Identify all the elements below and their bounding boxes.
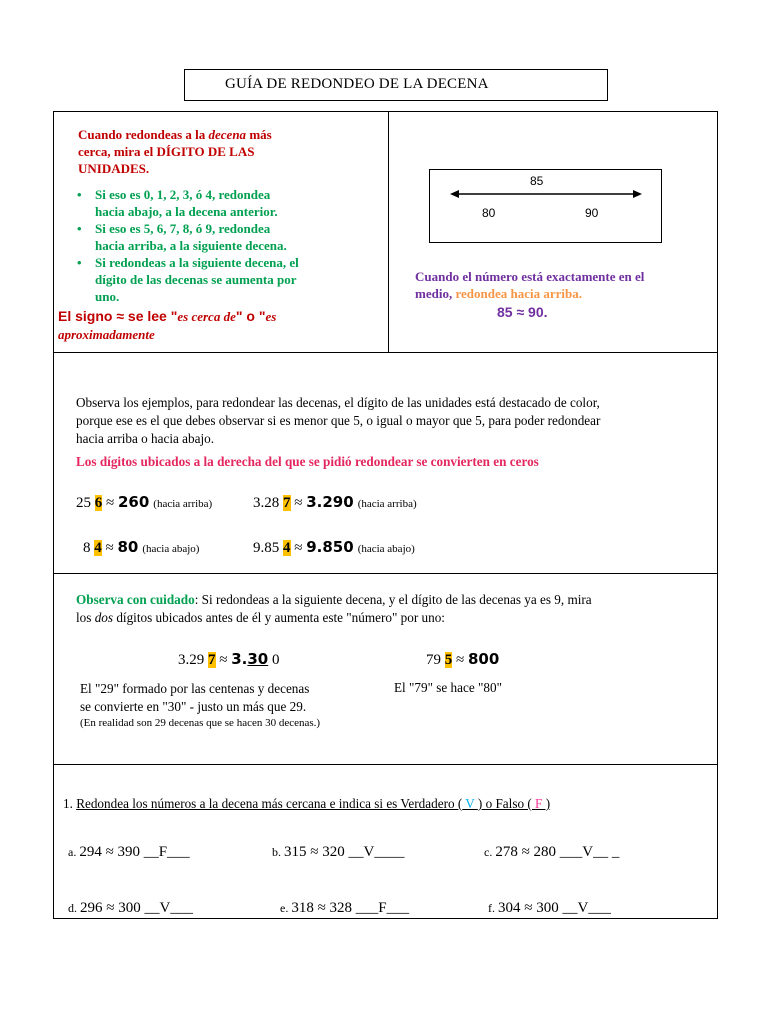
number-line-left: 80	[482, 206, 496, 220]
example-1: 25 6 ≈ 260 (hacia arriba)	[76, 493, 213, 511]
intro-rule: Cuando redondeas a la decena más cerca, mira el DÍGITO DE LAS UNIDADES.	[78, 127, 272, 176]
list-item: • Si eso es 0, 1, 2, 3, ó 4, redondea hacia abajo, a la decena anterior.	[75, 186, 375, 220]
exercise-item-d: d. 296 ≈ 300 __V___	[68, 900, 193, 916]
example-3: 8 4 ≈ 80 (hacia abajo)	[83, 538, 200, 556]
examples-explanation: Observa los ejemplos, para redondear las decenas, el dígito de las unidades está destacado de color, porque ese es el que debes observar si es menor que 5, o igual o mayor que 5, para poder redondear hacia arriba o hacia abajo.	[76, 395, 601, 446]
sign-meaning: El signo ≈ se lee "es cerca de" o "es aproximadamente	[58, 308, 277, 342]
divider-vertical	[388, 111, 389, 353]
exercise-item-f: f. 304 ≈ 300 __V___	[488, 900, 611, 916]
careful-explanation: Observa con cuidado: Si redondeas a la siguiente decena, y el dígito de las decenas ya es 9, mira los dos dígitos ubicados antes de él y aumenta este "número" por uno:	[76, 592, 592, 625]
divider-1	[53, 352, 718, 353]
number-line-mid: 85	[530, 174, 544, 188]
careful-example-2: 79 5 ≈ 800	[426, 650, 500, 668]
exercise-instruction: 1. Redondea los números a la decena más cercana e indica si es Verdadero ( V ) o Falso ( F )	[63, 796, 551, 811]
example-2: 3.28 7 ≈ 3.290 (hacia arriba)	[253, 493, 417, 511]
divider-3	[53, 764, 718, 765]
exercise-item-e: e. 318 ≈ 328 ___F___	[280, 900, 410, 916]
divider-2	[53, 573, 718, 574]
careful-explanation-2: El "79" se hace "80"	[394, 680, 502, 695]
exercise-item-a: a. 294 ≈ 390 __F___	[68, 844, 190, 860]
example-4: 9.85 4 ≈ 9.850 (hacia abajo)	[253, 538, 415, 556]
exercise-item-c: c. 278 ≈ 280 ___V__ _	[484, 844, 620, 860]
double-arrow-icon	[450, 186, 642, 202]
exercise-item-b: b. 315 ≈ 320 __V____	[272, 844, 405, 860]
careful-example-1: 3.29 7 ≈ 3.30 0	[178, 650, 280, 668]
middle-rule: Cuando el número está exactamente en el medio, redondea hacia arriba.	[415, 269, 645, 301]
careful-explanation-1: El "29" formado por las centenas y decenas se convierte en "30" - justo un más que 29. (En realidad son 29 decenas que se hacen 30 decenas.)	[80, 681, 321, 729]
list-item: • Si redondeas a la siguiente decena, el dígito de las decenas se aumenta por uno.	[75, 254, 375, 305]
title-box	[184, 69, 608, 101]
number-line-box	[429, 169, 662, 243]
middle-example: 85 ≈ 90.	[497, 304, 548, 320]
intro-bullets	[75, 186, 375, 305]
number-line-right: 90	[585, 206, 599, 220]
page-title: GUÍA DE REDONDEO DE LA DECENA	[225, 76, 489, 92]
list-item: • Si eso es 5, 6, 7, 8, ó 9, redondea hacia arriba, a la siguiente decena.	[75, 220, 375, 254]
zeros-rule: Los dígitos ubicados a la derecha del que se pidió redondear se convierten en ceros	[76, 454, 539, 469]
